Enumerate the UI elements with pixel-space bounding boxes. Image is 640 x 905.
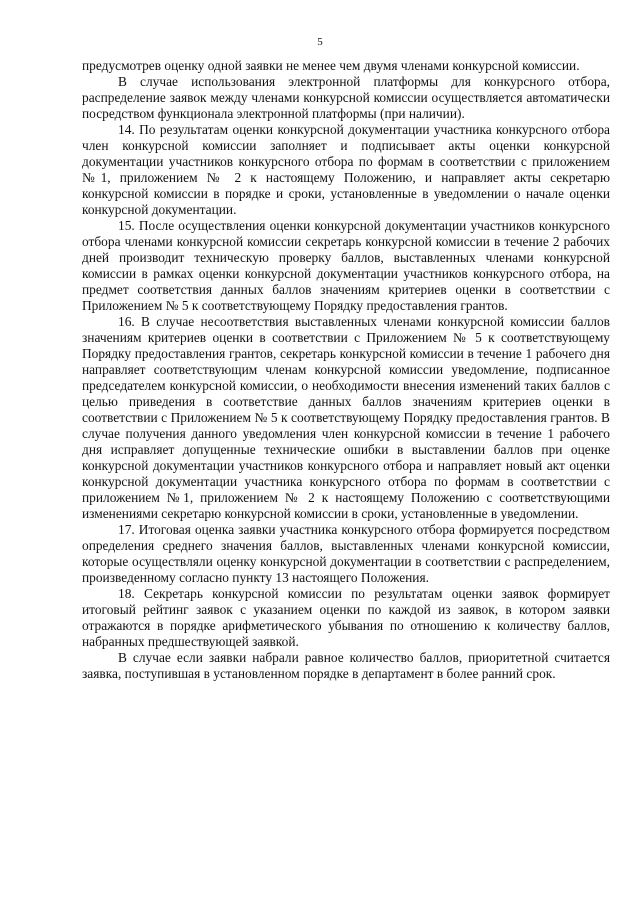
paragraph-16: 16. В случае несоответствия выставленных членами конкурсной комиссии баллов значениям критериев оценки в соответствии с Приложением № 5 к соответствующему Порядку предоставления грантов, секретарь конкурсной комиссии в течение 1 рабочего дня направляет соответствующим членам конкурсной комиссии уведомление, подписанное председателем конкурсной комиссии, о необходимости внесения изменений таких баллов с целью приведения в соответствие данных баллов значениям критериев оценки в соответствии с Приложением № 5 к соответствующему Порядку предоставления грантов. В случае получения данного уведомления член конкурсной комиссии в течение 1 рабочего дня исправляет допущенные технические ошибки в выставлении баллов при оценке конкурсной документации участников конкурсного отбора и направляет новый акт оценки конкурсной документации участника конкурсного отбора по формам в соответствии с приложением №1, приложением № 2 к настоящему Положению с соответствующими изменениями секретарю конкурсной комиссии в сроки, установленные в уведомлении. (82, 314, 610, 521)
paragraph-15: 15. После осуществления оценки конкурсной документации участников конкурсного отбора членами конкурсной комиссии секретарь конкурсной комиссии в течение 2 рабочих дней производит техническую проверку баллов, выставленных членами конкурсной комиссии в рамках оценки конкурсной документации участников конкурсного отбора, на предмет соответствия данных баллов значениям критериев оценки в соответствии с Приложением № 5 к соответствующему Порядку предоставления грантов. (82, 218, 610, 313)
paragraph-17: 17. Итоговая оценка заявки участника конкурсного отбора формируется посредством определения среднего значения баллов, выставленных членами конкурсной комиссии, которые осуществляли оценку конкурсной документации в соответствии с распределением, произведенному согласно пункту 13 настоящего Положения. (82, 522, 610, 585)
paragraph-18: 18. Секретарь конкурсной комиссии по результатам оценки заявок формирует итоговый рейтинг заявок с указанием оценки по каждой из заявок, в котором заявки отражаются в порядке арифметического убывания по отношению к количеству баллов, набранных предшествующей заявкой. (82, 586, 610, 649)
paragraph-equal-scores: В случае если заявки набрали равное количество баллов, приоритетной считается заявка, поступившая в установленном порядке в департамент в более ранний срок. (82, 650, 610, 681)
paragraph-electronic-platform: В случае использования электронной платформы для конкурсного отбора, распределение заявок между членами конкурсной комиссии осуществляется автоматически посредством функционала электронной платформы (при наличии). (82, 74, 610, 121)
document-body (82, 58, 610, 682)
paragraph-14: 14. По результатам оценки конкурсной документации участника конкурсного отбора член конкурсной комиссии заполняет и подписывает акты оценки конкурсной документации участников конкурсного отбора по формам в соответствии с приложением №1, приложением № 2 к настоящему Положению, и направляет акты секретарю конкурсной комиссии в порядке и сроки, установленные в уведомлении о начале оценки конкурсной документации. (82, 122, 610, 217)
paragraph-continuation: предусмотрев оценку одной заявки не менее чем двумя членами конкурсной комиссии. (82, 58, 580, 73)
page-number: 5 (317, 36, 323, 48)
